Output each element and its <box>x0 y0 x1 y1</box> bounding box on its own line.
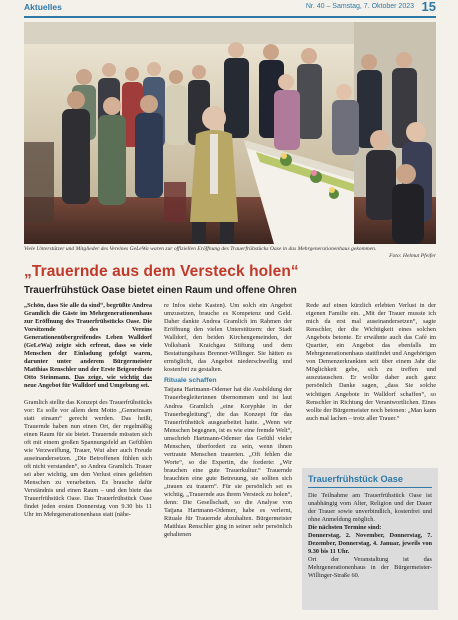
lead-text-b: neue Angebot für Walldorf und Umgebung sei. <box>24 382 150 390</box>
article-subheadline: Trauerfrühstück Oase bietet einen Raum und offene Ohren <box>24 285 297 296</box>
body-paragraph: re Infos siehe Kasten). Um solch ein Angebot umzusetzen, brauche es Kompetenz und Geld. Daher dankte Andrea Gramlich im Rahmen der Eröffnung den vielen Unterstützern: der Stadt Walldorf, den beiden Kirchengemeinden, der Volksbank Kraichgau Stiftung und dem Bestattungshaus Brenner-Willinger. Sie hätten es ermöglicht, das Angebot niederschwellig und kostenfrei zu gestalten. <box>164 302 292 374</box>
photo-credit: Foto: Helmut Pfeifer <box>389 253 436 259</box>
event-group-photo <box>24 22 436 244</box>
lead-text-underlined: Das zeige, wie wichtig das <box>74 374 152 382</box>
body-paragraph: Tatjana Hartmann-Odemer hat die Ausbildung der Trauerbegleiterinnen übernommen und ist laut Andrea Gramlich „eine Koryphäe in der Trauerbegleitung“, die das Konzept für das Trauerfrühstück ausgearbeitet hatte. „Wenn wir Menschen begegnen, ist es wie eine fremde Welt“, umschrieb Hartmann-Odemer das Gefühl vieler Menschen, überfordert zu sein, wenn ihnen vertraute Menschen trauerten. „Oft fehlen die Worte“, so die Expertin, die forderte: „Wir brauchen eine gute Trauerkultur.“ Trauernde brauchten eine gute Betreuung, sie sollten sich „trauen zu trauern“. Für sie persönlich sei es wichtig, „Trauernde aus ihrem Versteck zu holen“, denn: Die Gesellschaft, so die Analyse von Tatjana Hartmann-Odemer, habe es verlernt, Rituale für Trauernde abzuhalten. Bürgermeister Matthias Renschler ging in seiner sehr persönlich gehaltenen <box>164 386 292 539</box>
article-column-3 <box>306 302 436 423</box>
article-column-1 <box>24 302 152 519</box>
paragraph-gap <box>24 391 152 399</box>
info-box-dates-label: Die nächsten Termine sind: <box>308 524 382 532</box>
page-header <box>24 2 436 16</box>
article-headline: „Trauernde aus dem Versteck holen“ <box>24 263 299 280</box>
info-box-title: Trauerfrühstück Oase <box>308 474 403 484</box>
body-paragraph: Gramlich stellte das Konzept des Trauerfrühstücks vor: Es solle vor allem dem Motto „Gemeinsam statt einsam“ gerecht werden. Das heißt, Trauernde haben nun einen Ort, der regelmäßig einen Raum für sie bietet. Trauernde müssten sich oft mit einem großen Spannungsfeld an Gefühlen wie Verzweiflung, Trauer, Wut aber auch Freude auseinandersetzen. „Die Betroffenen fühlen sich oft nicht verstanden“, so Andrea Gramlich. Trauer sei aber wichtig, um den Verlust eines geliebten Menschen zu verarbeiten. Es brauche dafür Verständnis und einen Raum – und den biete das Trauerfrühstück Oase. Das Trauerfrühstück Oase findet jeden ersten Donnerstag von 9.30 bis 11 Uhr im Mehrgenerationenhaus statt (nähe- <box>24 398 152 519</box>
info-box-dates: Donnerstag, 2. November, Donnerstag, 7. Dezember, Donnerstag, 4. Januar, jeweils von 9.30 bis 11 Uhr. <box>308 532 432 556</box>
header-rule <box>24 16 436 18</box>
info-box <box>302 468 438 610</box>
caption-text: Viele Unterstützer und Mitglieder des Vereines GeLeWa waren zur offiziellen Eröffnung des Trauerfrühstücks Oase in das Mehrgenerationenhaus gekommen. <box>24 246 377 252</box>
info-box-body <box>308 492 432 581</box>
lead-text-a: „Schön, dass Sie alle da sind“, begrüßte Andrea Gramlich die Gäste im Mehrgenerationenhaus zur Eröffnung des Trauerfrühstücks Oase. Die Vorsitzende des Vereins Generationenübergreifendes Leben Walldorf (GeLeWa) zeigte sich erfreut, dass so viele Menschen der Einladung gefolgt waren, darunter unter anderem Bürgermeister Matthias Renschler und der Erste Beigeordnete Otto Steinmann. <box>24 302 152 382</box>
info-box-rule <box>308 487 432 488</box>
body-paragraph: Rede auf einen kürzlich erlebten Verlust in der eigenen Familie ein. „Mit der Trauer musste ich mich da erst mal auseinandersetzen“, sagte Renschler, der die Wichtigkeit eines solchen Angebots betonte. Er erwähnte auch das Café im Quartier, ein Angebot das ebenfalls im Mehrgenerationenhaus stattfindet und Angehörigen von Demenzerkrankten seit über einem Jahr die Möglichkeit gebe, sich zu treffen und auszutauschen. Er wollte daher auch ganz persönlich Danke sagen, „dass Sie solche wichtigen Angebote in Walldorf schaffen“, so Renschler in Richtung der Verantwortlichen. Eines wollte der Bürgermeister noch betonen: „Man kann auch mal lachen – trotz aller Trauer.“ <box>306 302 436 422</box>
page-number: 15 <box>421 0 436 14</box>
section-label: Aktuelles <box>24 2 62 12</box>
info-box-location: Ort der Veranstaltung ist das Mehrgenerationenhaus in der Bürgermeister-Willinger-Straße 60. <box>308 556 432 580</box>
article-column-2 <box>164 302 292 539</box>
photo-caption <box>24 246 436 259</box>
interheadline: Rituale schaffen <box>164 377 217 385</box>
issue-date: Nr. 40 – Samstag, 7. Oktober 2023 <box>305 3 414 10</box>
info-box-paragraph: Die Teilnahme am Trauerfrühstück Oase ist unabhängig vom Alter, Religion und der Dauer der Trauer sowie unverbindlich, kostenfrei und ohne Anmeldung möglich. <box>308 492 432 524</box>
lead-paragraph <box>24 302 152 391</box>
